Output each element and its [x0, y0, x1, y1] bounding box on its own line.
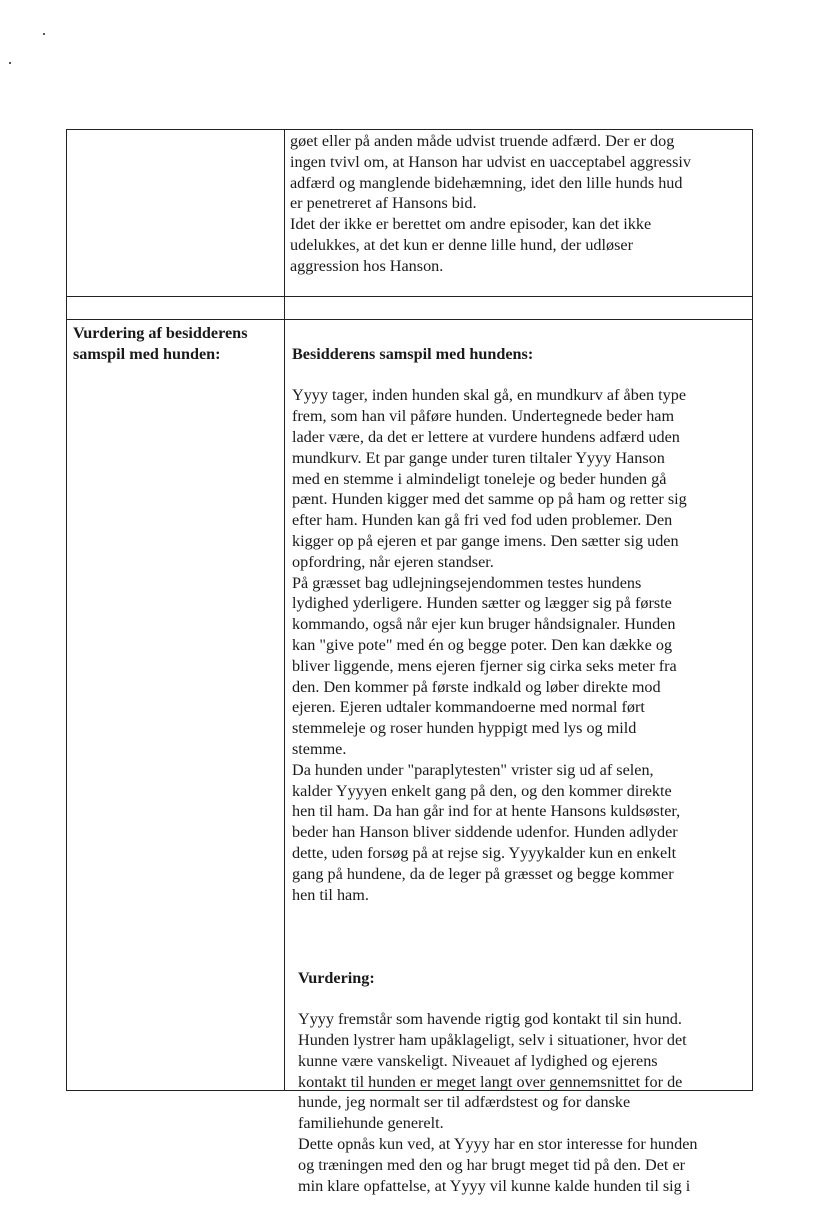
label-line: Vurdering af besidderens: [73, 324, 248, 342]
text-line: min klare opfattelse, at Yyyy vil kunne kalde hunden til sig i: [298, 1176, 691, 1195]
text-line: efter ham. Hunden kan gå fri ved fod uden problemer. Den: [292, 511, 673, 530]
section-heading-interaction: Besidderens samspil med hundens:: [292, 344, 534, 363]
text-line: gøet eller på anden måde udvist truende adfærd. Der er dog: [290, 132, 675, 150]
text-line: kigger op på ejeren et par gange imens. Den sætter sig uden: [292, 531, 679, 550]
text-line: hen til ham.: [292, 885, 369, 904]
text-line: frem, som han vil påføre hunden. Undertegnede beder ham: [292, 407, 675, 426]
text-line: stemmeleje og roser hunden hyppigt med lys og mild: [292, 719, 637, 738]
text-line: kunne være vanskeligt. Niveauet af lydighed og ejerens: [298, 1051, 658, 1070]
text-line: På græsset bag udlejningsejendommen testes hundens: [292, 573, 642, 592]
text-line: familiehunde generelt.: [298, 1114, 444, 1133]
paragraph-assessment: [292, 1009, 750, 1196]
text-line: kontakt til hunden er meget langt over gennemsnittet for de: [298, 1072, 683, 1091]
column-divider: [284, 296, 285, 319]
text-line: Idet der ikke er berettet om andre episoder, kan det ikke: [290, 215, 652, 234]
text-line: Hunden lystrer ham upåklageligt, selv i situationer, hvor det: [298, 1031, 687, 1050]
text-line: adfærd og manglende bidehæmning, idet den lille hunds hud: [290, 173, 683, 192]
text-line: gang på hundene, da de leger på græsset og begge kommer: [292, 864, 674, 883]
text-line: kan "give pote" med én og begge poter. Den kan dække og: [292, 635, 673, 654]
text-line: mundkurv. Et par gange under turen tiltaler Yyyy Hanson: [292, 448, 665, 467]
text-line: ejeren. Ejeren udtaler kommandoerne med normal ført: [292, 698, 645, 717]
text-line: den. Den kommer på første indkald og løber direkte mod: [292, 677, 661, 696]
row-label: [73, 323, 283, 365]
text-line: pænt. Hunden kigger med det samme op på ham og retter sig: [292, 490, 687, 509]
text-line: kalder Yyyyen enkelt gang på den, og den kommer direkte: [292, 781, 672, 800]
text-line: Da hunden under "paraplytesten" vrister sig ud af selen,: [292, 760, 654, 779]
text-line: bliver liggende, mens ejeren fjerner sig cirka seks meter fra: [292, 656, 677, 675]
text-line: stemme.: [292, 739, 347, 758]
text-line: med en stemme i almindeligt toneleje og beder hunden gå: [292, 469, 667, 488]
text-line: beder han Hanson bliver siddende udenfor. Hunden adlyder: [292, 823, 678, 842]
continuation-text: [290, 131, 750, 277]
text-line: lader være, da det er lettere at vurdere hundens adfærd uden: [292, 427, 680, 446]
text-line: Yyyy tager, inden hunden skal gå, en mundkurv af åben type: [292, 386, 687, 405]
text-line: lydighed yderligere. Hunden sætter og lægger sig på første: [292, 594, 672, 613]
paragraph-interaction: [292, 385, 750, 905]
text-line: aggression hos Hanson.: [290, 256, 444, 275]
text-line: dette, uden forsøg på at rejse sig. Yyyykalder kun en enkelt: [292, 843, 677, 862]
text-line: hen til ham. Da han går ind for at hente Hansons kuldsøster,: [292, 802, 681, 821]
scan-speck: [9, 62, 11, 64]
paragraph-gap: [292, 926, 750, 947]
column-divider: [284, 129, 285, 296]
row-content: [292, 323, 750, 1217]
text-line: ingen tvivl om, at Hanson har udvist en uacceptabel aggressiv: [290, 152, 691, 171]
scan-speck: [43, 33, 45, 35]
text-line: er penetreret af Hansons bid.: [290, 194, 477, 213]
label-line: samspil med hunden:: [73, 344, 221, 363]
text-line: Dette opnås kun ved, at Yyyy har en stor interesse for hunden: [298, 1135, 698, 1154]
text-line: og træningen med den og har brugt meget tid på den. Det er: [298, 1155, 686, 1174]
table-row-empty: [66, 296, 753, 320]
section-heading-assessment: Vurdering:: [298, 968, 375, 987]
column-divider: [284, 318, 285, 1090]
text-line: kommando, også når ejer kun bruger håndsignaler. Hunden: [292, 615, 676, 634]
text-line: hunde, jeg normalt ser til adfærdstest og for danske: [298, 1093, 631, 1112]
text-line: udelukkes, at det kun er denne lille hund, der udløser: [290, 235, 633, 254]
text-line: opfordring, når ejeren standser.: [292, 552, 494, 571]
text-line: Yyyy fremstår som havende rigtig god kontakt til sin hund.: [298, 1010, 682, 1029]
